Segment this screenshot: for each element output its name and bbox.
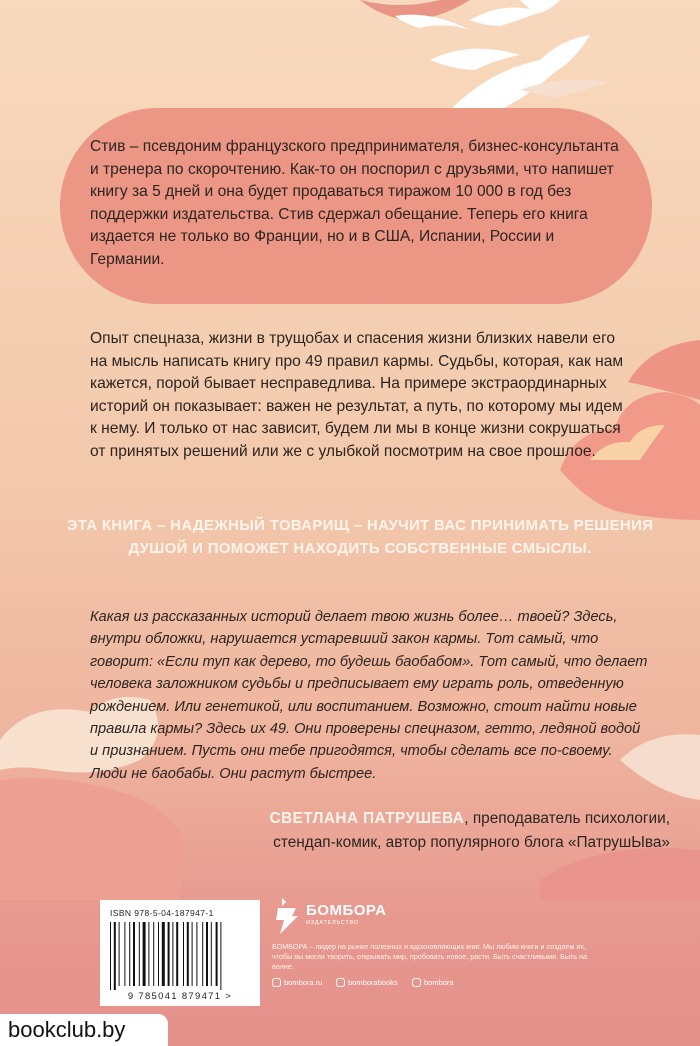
reviewer-credit-line1	[90, 808, 670, 830]
vk-icon	[336, 978, 345, 987]
reviewer-name: СВЕТЛАНА ПАТРУШЕВА	[269, 810, 465, 827]
telegram-icon	[412, 978, 421, 987]
barcode-icon	[106, 922, 254, 992]
book-description: Опыт спецназа, жизни в трущобах и спасения жизни близких навели его на мысль написать книгу про 49 правил кармы. Судьбы, которая, как нам кажется, порой бывает несправедлива. На примере экстраординарных историй он показывает: важен не результат, а путь, по которому мы идем к нему. И только от нас зависит, будем ли мы в конце жизни сокрушаться от принятых решений или же с улыбкой посмотрим на свое прошлое.	[90, 330, 624, 460]
social-site[interactable]	[272, 978, 322, 987]
isbn-text: ISBN 978-5-04-187947-1	[110, 908, 214, 918]
watermark-text: bookclub.by	[8, 1017, 126, 1042]
publisher-name: БОМБОРА	[306, 902, 387, 919]
book-tagline: ЭТА КНИГА – НАДЕЖНЫЙ ТОВАРИЩ – НАУЧИТ ВАС ПРИНИМАТЬ РЕШЕНИЯ ДУШОЙ И ПОМОЖЕТ НАХОДИТЬ СОБСТВЕННЫЕ СМЫСЛЫ.	[66, 517, 654, 557]
barcode-digits: 9 785041 879471 >	[127, 991, 233, 1002]
social-vk[interactable]	[336, 978, 398, 987]
web-icon	[272, 978, 281, 987]
publisher-subtitle: ИЗДАТЕЛЬСТВО	[306, 920, 359, 926]
author-bio-text: Стив – псевдоним французского предпринимателя, бизнес-консультанта и тренера по скорочтению. Как-то он поспорил с друзьями, что напишет книгу за 5 дней и она будет продаваться тиражом 10 000 в год без поддержки издательства. Стив сдержал обещание. Теперь его книга издается не только во Франции, но и в США, Испании, России и Германии.	[90, 138, 619, 268]
social-vk-label: bomborabooks	[348, 978, 398, 987]
social-telegram-label: bombora	[424, 978, 454, 987]
reviewer-role-2: стендап-комик, автор популярного блога «ПатрушЫва»	[273, 834, 670, 851]
publisher-description: БОМБОРА – лидер на рынке полезных и вдохновляющих книг. Мы любим книги и создаем их, чтобы вы могли творить, открывать мир, пробовать новое, расти. Быть счастливыми. Быть на волне.	[272, 942, 588, 971]
reviewer-role-1: , преподаватель психологии,	[464, 810, 670, 827]
review-quote: Какая из рассказанных историй делает твою жизнь более… твоей? Здесь, внутри обложки, нарушается устаревший закон кармы. Тот самый, что говорит: «Если туп как дерево, то будешь баобабом». Тот самый, что делает человека заложником судьбы и предписывает ему играть роль, отведенную рождением. Или генетикой, или воспитанием. Возможно, стоит найти новые правила кармы? Здесь их 49. Они проверены спецназом, гетто, ледяной водой и признанием. Пусть они тебе пригодятся, чтобы сделать все по-своему. Люди не баобабы. Они растут быстрее.	[90, 609, 648, 782]
social-telegram[interactable]	[412, 978, 454, 987]
publisher-logo-icon	[272, 896, 304, 938]
social-site-label: bombora.ru	[284, 978, 323, 987]
